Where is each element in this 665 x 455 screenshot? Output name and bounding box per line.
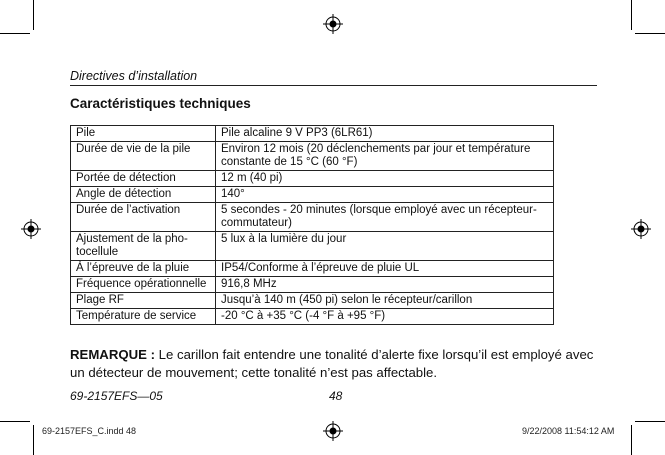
table-row bbox=[71, 309, 554, 325]
page-number: 48 bbox=[329, 389, 343, 403]
spec-value: Jusqu’à 140 m (450 pi) selon le récepteur/carillon bbox=[216, 293, 554, 309]
spec-value: Environ 12 mois (20 déclenchements par jour et température constante de 15 °C (60 °F) bbox=[216, 142, 554, 171]
specs-table bbox=[70, 125, 554, 325]
spec-label: Pile bbox=[71, 126, 216, 142]
table-row bbox=[71, 187, 554, 203]
registration-mark-icon bbox=[631, 219, 651, 239]
spec-value: 5 secondes - 20 minutes (lorsque employé avec un récepteur-commutateur) bbox=[216, 203, 554, 232]
spec-label: Durée de l’activation bbox=[71, 203, 216, 232]
note-paragraph bbox=[70, 346, 610, 382]
crop-mark bbox=[635, 421, 665, 422]
spec-value: -20 °C à +35 °C (-4 °F à +95 °F) bbox=[216, 309, 554, 325]
table-row bbox=[71, 277, 554, 293]
spec-label: À l’épreuve de la pluie bbox=[71, 261, 216, 277]
spec-label: Ajustement de la pho-tocellule bbox=[71, 232, 216, 261]
spec-value: Pile alcaline 9 V PP3 (6LR61) bbox=[216, 126, 554, 142]
registration-mark-icon bbox=[21, 219, 41, 239]
table-row bbox=[71, 293, 554, 309]
crop-mark bbox=[33, 425, 34, 455]
crop-mark bbox=[631, 425, 632, 455]
header-rule bbox=[70, 85, 597, 86]
spec-value: IP54/Conforme à l’épreuve de pluie UL bbox=[216, 261, 554, 277]
note-label: REMARQUE : bbox=[70, 347, 155, 362]
spec-label: Durée de vie de la pile bbox=[71, 142, 216, 171]
running-header: Directives d’installation bbox=[70, 69, 198, 83]
crop-mark bbox=[631, 0, 632, 30]
section-title: Caractéristiques techniques bbox=[70, 96, 251, 111]
table-row bbox=[71, 142, 554, 171]
table-row bbox=[71, 171, 554, 187]
spec-value: 140° bbox=[216, 187, 554, 203]
registration-mark-icon bbox=[323, 421, 343, 441]
crop-mark bbox=[0, 421, 30, 422]
spec-label: Plage RF bbox=[71, 293, 216, 309]
spec-label: Température de service bbox=[71, 309, 216, 325]
slug-timestamp: 9/22/2008 11:54:12 AM bbox=[522, 426, 615, 436]
spec-value: 12 m (40 pi) bbox=[216, 171, 554, 187]
crop-mark bbox=[33, 0, 34, 30]
note-text: Le carillon fait entendre une tonalité d’alerte fixe lorsqu’il est employé avec un détecteur de mouvement; cette tonalité n’est pas affectable. bbox=[70, 347, 594, 380]
spec-label: Angle de détection bbox=[71, 187, 216, 203]
table-row bbox=[71, 203, 554, 232]
crop-mark bbox=[0, 33, 30, 34]
document-code: 69-2157EFS—05 bbox=[70, 389, 163, 403]
table-row bbox=[71, 261, 554, 277]
spec-value: 5 lux à la lumière du jour bbox=[216, 232, 554, 261]
spec-label: Fréquence opérationnelle bbox=[71, 277, 216, 293]
spec-label: Portée de détection bbox=[71, 171, 216, 187]
registration-mark-icon bbox=[323, 14, 343, 34]
crop-mark bbox=[635, 33, 665, 34]
table-row bbox=[71, 126, 554, 142]
spec-value: 916,8 MHz bbox=[216, 277, 554, 293]
slug-filename: 69-2157EFS_C.indd 48 bbox=[42, 426, 137, 436]
table-row bbox=[71, 232, 554, 261]
